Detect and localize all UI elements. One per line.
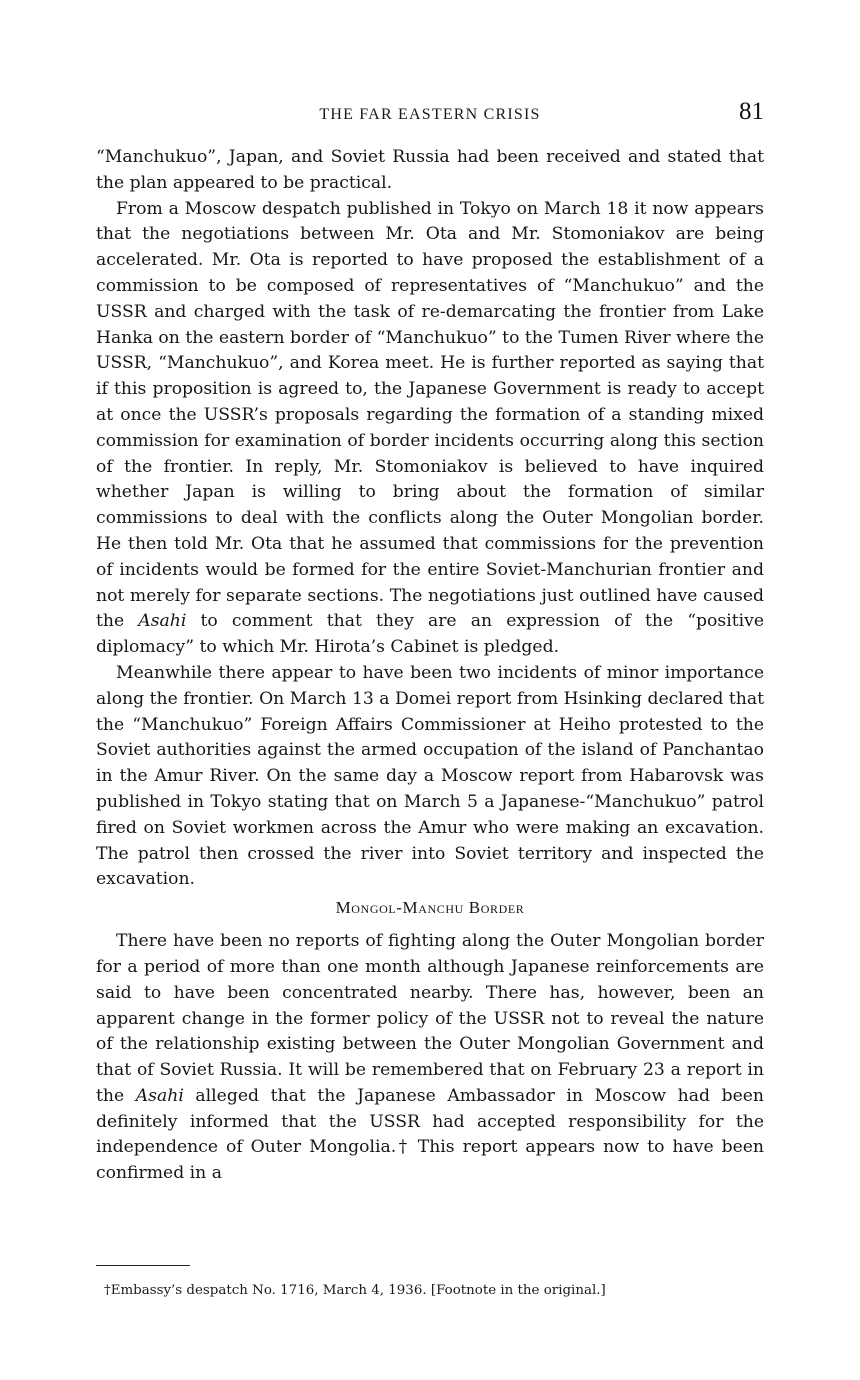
newspaper-name: Asahi	[138, 611, 187, 632]
paragraph-mongol-border-end: alleged that the Japanese Ambassador in Moscow had been definitely informed that the USSR had accepted responsibility for the independence of Outer Mongolia.† This report appears now to have been confirmed in a	[96, 1085, 764, 1184]
paragraph-negotiations-start: From a Moscow despatch published in Tokyo on March 18 it now appears that the negotiations between Mr. Ota and Mr. Stomoniakov are being accelerated. Mr. Ota is reported to have proposed the establishment of a commission to be composed of representatives of “Manchukuo” and the USSR and charged with the task of re-demarcating the frontier from Lake Hanka on the eastern border of “Manchukuo” to the Tumen River where the USSR, “Manchukuo”, and Korea meet. He is further reported as saying that if this proposition is agreed to, the Japanese Government is ready to accept at once the USSR’s proposals regarding the formation of a standing mixed commission for examination of border incidents occurring along this section of the frontier. In reply, Mr. Stomoniakov is believed to have inquired whether Japan is willing to bring about the formation of similar commissions to deal with the conflicts along the Outer Mongolian border. He then told Mr. Ota that he assumed that commissions for the prevention of incidents would be formed for the entire Soviet-Manchurian frontier and not merely for separate sections. The negotiations just outlined have caused the	[96, 198, 764, 632]
paragraph-negotiations-end: to comment that they are an expression of the “positive diplomacy” to which Mr. Hirota’s Cabinet is pledged.	[96, 611, 764, 658]
paragraph-mongol-border	[96, 929, 764, 1187]
paragraph-negotiations	[96, 197, 764, 661]
footnote-rule	[96, 1265, 190, 1266]
running-title: THE FAR EASTERN CRISIS	[319, 106, 541, 123]
body-text	[96, 145, 764, 1187]
running-head	[96, 100, 764, 132]
section-heading: Mongol-Manchu Border	[335, 898, 525, 918]
newspaper-name: Asahi	[135, 1085, 184, 1106]
footnote: †Embassy’s despatch No. 1716, March 4, 1936. [Footnote in the original.]	[104, 1283, 606, 1298]
paragraph-continuation: “Manchukuo”, Japan, and Soviet Russia had been received and stated that the plan appeared to be practical.	[96, 147, 764, 193]
page-number: 81	[739, 98, 764, 125]
paragraph-incidents: Meanwhile there appear to have been two incidents of minor importance along the frontier. On March 13 a Domei report from Hsinking declared that the “Manchukuo” Foreign Affairs Commissioner at Heiho protested to the Soviet authorities against the armed occupation of the island of Panchantao in the Amur River. On the same day a Moscow report from Habarovsk was published in Tokyo stating that on March 5 a Japanese-“Manchukuo” patrol fired on Soviet workmen across the Amur who were making an excavation. The patrol then crossed the river into Soviet territory and inspected the excavation.	[96, 662, 764, 890]
paragraph-mongol-border-start: There have been no reports of fighting along the Outer Mongolian border for a period of more than one month although Japanese reinforcements are said to have been concentrated nearby. There has, however, been an apparent change in the former policy of the USSR not to reveal the nature of the relationship existing between the Outer Mongolian Government and that of Soviet Russia. It will be remembered that on February 23 a report in the	[96, 931, 764, 1106]
